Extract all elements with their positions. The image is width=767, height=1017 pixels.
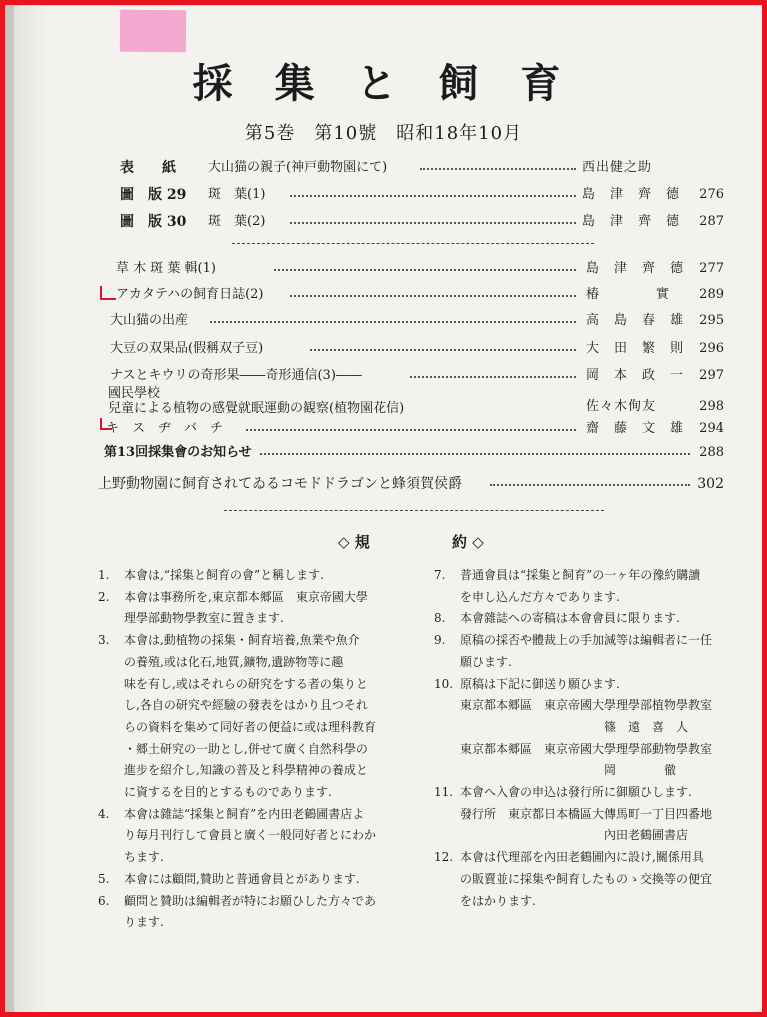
article-page: 295 [699,313,724,328]
rule-item [434,674,754,783]
article-row [104,339,724,359]
leader-dots [490,474,690,486]
article-author: 齋 藤 文 雄 [586,421,685,436]
article-page: 277 [699,261,724,276]
section-divider [224,510,604,511]
article-title: 第13回採集會のお知らせ [104,445,252,460]
article-page: 289 [699,287,724,302]
rule-line: 本會へ入會の申込は發行所に御願ひします. [460,785,692,800]
rule-line: 本會雜誌への寄稿は本會會員に限ります. [460,611,680,626]
article-title: 國民學校 兒童による植物の感覺就眠運動の観察(植物園花信) [108,386,405,416]
rule-line: 岡 徹 [460,763,677,778]
leader-dots [260,443,690,455]
article-title: ナスとキウリの奇形果――奇形通信(3)―― [110,368,362,383]
plate-row [104,212,724,232]
rule-line: 篠 遠 喜 人 [460,719,689,734]
rule-line: 本會には顧問,贊助と普通會員とがあります. [124,871,360,886]
leader-dots [310,339,576,351]
article-title: 草 木 斑 葉 輯(1) [116,261,216,276]
rule-line: ります. [124,915,164,930]
rule-line: 本會は代理部を內田老鶴圃內に設け,關係用具 [460,850,704,865]
rule-number: 7. [434,568,446,582]
plate-page: 287 [699,214,724,229]
plate-title: 斑 葉(2) [208,214,266,229]
article-title: 上野動物園に飼育されてゐるコモドドラゴンと蜂須賀侯爵 [98,476,462,492]
plate-title: 斑 葉(1) [208,187,266,202]
rule-item [434,608,754,630]
rule-line: に資するを目的とするものであります. [124,785,332,800]
plate-label: 圖 版 29 [120,187,187,203]
article-row [104,259,724,279]
rule-item [98,891,428,934]
article-title: アカタテハの飼育日誌(2) [116,287,264,302]
leader-dots [290,285,576,297]
rule-line: ちます. [124,850,164,865]
article-author: 大 田 繁 則 [586,341,685,356]
article-author: 島 津 齊 德 [586,261,685,276]
rules-left-column [98,565,428,934]
article-author: 椿 實 [586,287,671,302]
article-page: 302 [697,476,724,492]
article-page: 298 [699,399,724,414]
rule-line: 原稿の採否や體裁上の手加減等は編輯者に一任 [460,633,713,648]
rule-line: 本會は,“採集と飼育の會”と稱します. [124,568,324,582]
plate-label: 表 紙 [120,160,176,176]
rule-number: 5. [98,871,110,886]
rule-item [98,804,428,869]
leader-dots [290,212,576,224]
rule-number: 12. [434,850,454,865]
rule-item [98,869,428,891]
rule-line: り毎月刊行して會員と廣く一般同好者とにわか [124,828,377,843]
article-row [104,443,724,463]
rule-number: 4. [98,806,110,821]
leader-dots [274,259,576,271]
rule-line: をはかります. [460,893,536,908]
rule-line: の養殖,或は化石,地質,鑛物,遺跡物等に趣 [124,654,344,669]
section-divider [232,243,594,244]
leader-dots [410,366,576,378]
article-title: 大山猫の出産 [110,313,189,328]
rules-heading: ◇ 規 [338,533,370,551]
article-page: 288 [699,445,724,460]
pink-sticky-tab [120,10,186,53]
rule-number: 1. [98,568,110,582]
rule-line: 進步を紹介し,知識の普及と科學精神の養成と [124,763,368,778]
plate-author: 島 津 齊 德 [582,214,681,229]
article-row [98,474,724,494]
article-page: 297 [699,368,724,383]
rule-number: 11. [434,785,454,800]
rule-number: 2. [98,589,110,604]
article-author: 高 島 春 雄 [586,313,685,328]
rule-line: 東京都本郷區 東京帝國大學理學部植物學教室 [460,698,713,713]
plate-author: 西出健之助 [582,160,653,175]
leader-dots [420,158,576,170]
plate-page: 276 [699,187,724,202]
rule-item [434,782,754,847]
rule-line: を申し込んだ方々であります. [460,589,620,604]
rule-line: の販賣並に採集や飼育したものゝ交換等の便宜 [460,871,713,886]
rule-line: 東京都本郷區 東京帝國大學理學部動物學教室 [460,741,713,756]
plate-row [104,185,724,205]
red-check-mark [100,286,116,300]
article-author: 佐々木侚友 [586,399,657,414]
rule-item [98,587,428,630]
rules-right-column [434,565,754,912]
article-row [104,285,724,305]
rule-line: 願ひます. [460,654,512,669]
rule-item [434,630,754,673]
rule-item [434,565,754,608]
rule-line: 本會は雜誌“採集と飼育”を内田老鶴圃書店よ [124,806,365,821]
article-page: 294 [699,421,724,436]
rule-line: 本會は事務所を,東京都本郷區 東京帝國大學 [124,589,368,604]
leader-dots [246,419,576,431]
red-check-mark [100,418,112,430]
article-row [104,386,724,420]
rule-number: 9. [434,633,446,648]
rule-line: 普通會員は“採集と飼育”の一ヶ年の豫約購讀 [460,568,701,582]
plate-author: 島 津 齊 德 [582,187,681,202]
rule-number: 3. [98,633,110,648]
rule-line: 本會は,動植物の採集・飼育培養,魚業や魚介 [124,633,360,648]
page-shadow [14,6,48,1012]
rule-line: 味を有し,或はそれらの研究をする者の集りと [124,676,368,691]
rule-line: 理學部動物學教室に置きます. [124,611,284,626]
rule-number: 8. [434,611,446,626]
rules-heading-right: 約 ◇ [452,533,484,551]
rule-line: ・郷土研究の一助とし,併せて廣く自然科學の [124,741,368,756]
rule-line: 顧問と贊助は編輯者が特にお願ひした方々であ [124,893,377,908]
rule-item [98,565,428,587]
article-author: 岡 本 政 一 [586,368,685,383]
rule-number: 6. [98,893,110,908]
article-title: 大豆の双果品(假稱双子豆) [110,341,264,356]
article-page: 296 [699,341,724,356]
rule-line: 內田老鶴圃書店 [460,828,689,843]
issue-line: 第5巻 第10號 昭和18年10月 [244,123,523,144]
rule-item [98,630,428,804]
article-row [104,419,724,439]
rule-number: 10. [434,676,454,691]
article-row [104,311,724,331]
plate-row [104,158,724,178]
rule-line: 原稿は下記に御送り願ひます. [460,676,620,691]
journal-title: 採 集 と 飼 育 [192,60,575,107]
rule-line: 發行所 東京都日本橋區大傳馬町一丁目四番地 [460,806,713,821]
article-row [104,366,724,386]
rule-line: らの資料を集めて同好者の便益に或は理科教育 [124,719,377,734]
leader-dots [210,311,576,323]
rule-item [434,847,754,912]
leader-dots [290,185,576,197]
article-title: キ ス ヂ バ チ [106,421,224,436]
plate-title: 大山猫の親子(神戸動物園にて) [208,160,388,175]
plate-label: 圖 版 30 [120,214,187,230]
rule-line: し,各自の研究や經驗の發表をはかり且つそれ [124,698,368,713]
